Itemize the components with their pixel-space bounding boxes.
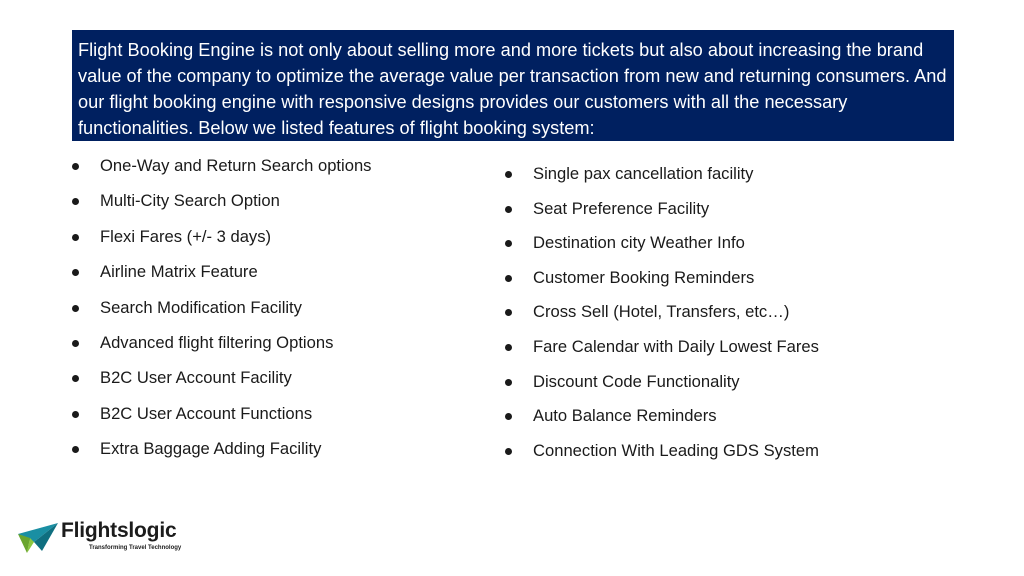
list-item	[503, 160, 819, 195]
bullet-icon	[72, 163, 79, 170]
list-item	[70, 329, 371, 364]
bullet-icon	[72, 340, 79, 347]
list-item	[503, 264, 819, 299]
bullet-icon	[72, 375, 79, 382]
bullet-icon	[505, 344, 512, 351]
list-item-label: Discount Code Functionality	[533, 371, 740, 391]
list-item-label: Advanced flight filtering Options	[100, 332, 334, 352]
list-item	[503, 298, 819, 333]
list-item	[70, 152, 371, 187]
logo-tagline: Transforming Travel Technology	[89, 545, 182, 551]
list-item-label: Search Modification Facility	[100, 297, 302, 317]
list-item	[503, 195, 819, 230]
flightslogic-logo	[18, 519, 188, 559]
paper-plane-icon	[18, 521, 60, 553]
list-item-label: Connection With Leading GDS System	[533, 440, 819, 460]
list-item	[503, 229, 819, 264]
list-item-label: Auto Balance Reminders	[533, 406, 717, 426]
list-item	[503, 402, 819, 437]
feature-list-right	[503, 160, 819, 471]
list-item-label: Single pax cancellation facility	[533, 164, 754, 183]
list-item	[70, 364, 371, 399]
list-item-label: Cross Sell (Hotel, Transfers, etc…)	[533, 302, 790, 322]
list-item-label: B2C User Account Facility	[100, 368, 292, 388]
list-item	[503, 368, 819, 403]
bullet-icon	[505, 275, 512, 282]
feature-list-left	[70, 152, 371, 471]
list-item-label: Flexi Fares (+/- 3 days)	[100, 226, 272, 246]
list-item	[70, 223, 371, 258]
list-item-label: Fare Calendar with Daily Lowest Fares	[533, 336, 819, 356]
bullet-icon	[505, 413, 512, 420]
bullet-icon	[505, 171, 512, 178]
bullet-icon	[72, 446, 79, 453]
intro-box	[72, 30, 954, 141]
bullet-icon	[72, 411, 79, 418]
list-item	[70, 435, 371, 470]
list-item-label: Extra Baggage Adding Facility	[100, 439, 322, 459]
bullet-icon	[505, 379, 512, 386]
list-item	[70, 258, 371, 293]
list-item-label: Multi-City Search Option	[100, 191, 280, 211]
bullet-icon	[72, 269, 79, 276]
intro-text: Flight Booking Engine is not only about selling more and more tickets but also about increasing the brand value of the company to optimize the average value per transaction from new and returning consumers. And our flight booking engine with responsive designs provides our customers with all the necessary functionalities. Below we listed features of flight booking system:	[78, 40, 947, 138]
list-item-label: Destination city Weather Info	[533, 233, 745, 253]
list-item	[70, 294, 371, 329]
bullet-icon	[505, 240, 512, 247]
logo-name: Flightslogic	[61, 519, 177, 542]
list-item-label: Seat Preference Facility	[533, 198, 710, 218]
bullet-icon	[505, 448, 512, 455]
list-item	[70, 400, 371, 435]
bullet-icon	[505, 309, 512, 316]
bullet-icon	[72, 305, 79, 312]
bullet-icon	[72, 234, 79, 241]
list-item-label: One-Way and Return Search options	[100, 156, 372, 175]
list-item	[70, 187, 371, 222]
bullet-icon	[505, 206, 512, 213]
list-item-label: B2C User Account Functions	[100, 403, 313, 423]
list-item	[503, 333, 819, 368]
list-item-label: Airline Matrix Feature	[100, 262, 258, 282]
bullet-icon	[72, 198, 79, 205]
list-item-label: Customer Booking Reminders	[533, 267, 755, 287]
list-item	[503, 437, 819, 472]
